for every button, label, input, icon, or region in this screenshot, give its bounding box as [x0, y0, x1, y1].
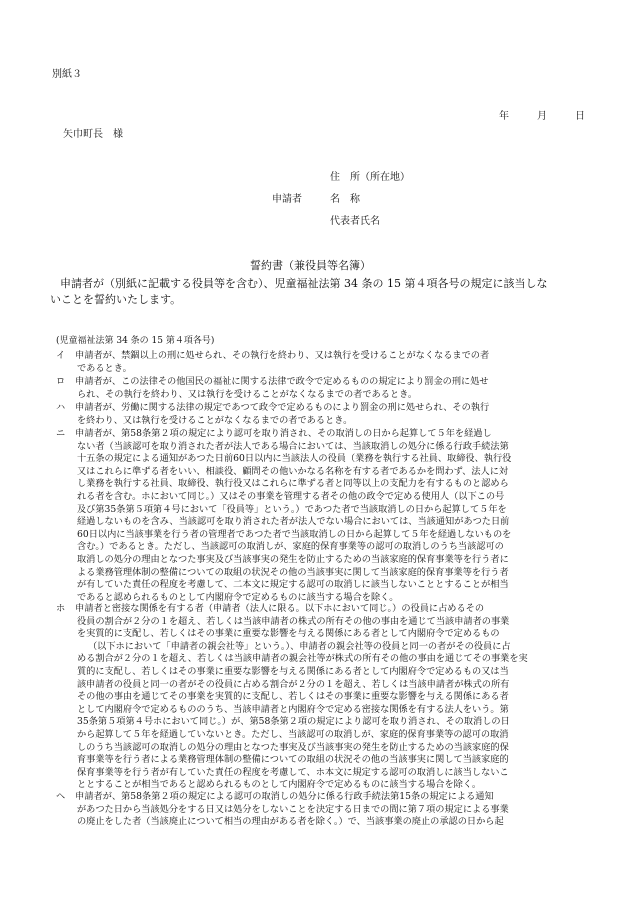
- section-title: (児童福祉法第 34 条の 15 第４項各号): [56, 336, 215, 346]
- provision-mark: ハ: [56, 402, 66, 413]
- pledge-line: いことを誓約いたします。: [50, 293, 182, 306]
- attachment-label: 別紙３: [52, 69, 82, 80]
- pledge-line: 申請者が（別紙に記載する役員等を含む）、児童福祉法第 34 条の 15 第４項各号の規定に該当しな: [60, 277, 548, 290]
- provision-line: られ、その執行を終わり、又は執行を受けることがなくなるまでの者であるとき。: [77, 388, 418, 400]
- pledge-text: [50, 276, 596, 308]
- applicant-name-label: 名 称: [330, 194, 360, 205]
- provision-line: 経過しないものを含み、当該認可を取り消された者が法人でない場合においては、当該通知があつた日前: [77, 516, 510, 528]
- provision-line: であると認められるものとして内閣府令で定めるものに該当する場合を除く。: [77, 591, 399, 603]
- provision-line: 保育事業等を行う者が有していた責任の程度を考慮して、ホ本文に規定する認可の取消しに該当しないこ: [77, 766, 509, 778]
- provision-item-he: [56, 791, 604, 829]
- provision-line: があつた日から当該処分をする日又は処分をしないことを決定する日までの間に第７項の規定による事業: [77, 803, 509, 815]
- provision-item-ni: [56, 428, 604, 604]
- provision-item-ha: [56, 402, 604, 427]
- provision-line: 又はこれらに準ずる者をいい、相談役、顧問その他いかなる名称を有する者であるかを問わず、法人に対: [77, 465, 509, 477]
- provision-item-ro: [56, 376, 604, 401]
- document-title: 誓約書（兼役員等名簿）: [250, 259, 371, 272]
- provision-line: の廃止をした者（当該廃止について相当の理由がある者を除く。）で、当該事業の廃止の承認の日から起: [77, 816, 504, 828]
- provision-line: として内閣府令で定めるもののうち、当該申請者と内閣府令で定める密接な関係を有する法人をいう。第: [77, 703, 509, 715]
- provision-item-ho: [56, 603, 604, 792]
- provision-line: ととすることが相当であると認められるものとして内閣府令で定めるものに該当する場合を除く。: [77, 779, 482, 791]
- provision-line: であるとき。: [77, 362, 132, 374]
- provision-line: を終わり、又は執行を受けることがなくなるまでの者であるとき。: [77, 414, 353, 426]
- provision-line: し業務を執行する社員、取締役、執行役又はこれらに準ずる者と同等以上の支配力を有するものと認めら: [77, 478, 509, 490]
- provision-line: ない者（当該認可を取り消された者が法人である場合においては、当該取消しの処分に係る行政手続法第: [77, 440, 509, 452]
- provision-line: 該申請者の役員と同一の者がその役員に占める割合が２分の１を超え、若しくは当該申請者が株式の所有: [77, 678, 510, 690]
- applicant-label: 申請者: [272, 194, 302, 205]
- provision-mark: ホ: [56, 603, 66, 614]
- provision-line: 及び第35条第５項第４号において「役員等」という。）であつた者で当該取消しの日から起算して５年を: [77, 503, 507, 515]
- provision-mark: ロ: [56, 376, 66, 387]
- provision-line: （以下ホにおいて「申請者の親会社等」という。）、申請者の親会社等の役員と同一の者がその役員に占: [88, 640, 511, 652]
- provision-line: が有していた責任の程度を考慮して、二本文に規定する認可の取消しに該当しないこととすることが相当: [77, 579, 509, 591]
- provision-mark: イ: [56, 350, 66, 361]
- provision-mark: ヘ: [56, 791, 66, 802]
- provision-line: 申請者が、この法律その他国民の福祉に関する法律で政令で定めるものの規定により罰金の刑に処せ: [66, 376, 489, 387]
- provision-line: 申請者が、第58条第２項の規定による認可の取消しの処分に係る行政手続法第15条の規定による通知: [66, 791, 494, 802]
- provision-line: 質的に支配し、若しくはその事業に重要な影響を与える関係にある者として内閣府令で定めるもの又は当: [77, 665, 509, 677]
- provision-line: を実質的に支配し、若しくはその事業に重要な影響を与える関係にある者として内閣府令で定めるもの: [77, 628, 500, 640]
- provision-line: その他の事由を通じてその事業を実質的に支配し、若しくはその事業に重要な影響を与える関係にある者: [77, 691, 509, 703]
- applicant-rep-label: 代表者氏名: [330, 216, 380, 227]
- date-day: 日: [575, 111, 585, 122]
- provision-line: 育事業等を行う者による業務管理体制の整備についての取組の状況その他の当該事実に関して当該家庭的: [77, 754, 509, 766]
- date-year: 年: [499, 111, 509, 122]
- provision-line: 35条第５項第４号ホにおいて同じ。）が、第58条第２項の規定により認可を取り消され、その取消しの日: [77, 716, 510, 728]
- provision-line: れる者を含む。ホにおいて同じ。）又はその事業を管理する者その他の政令で定める使用人（以下この号: [77, 490, 505, 502]
- provision-line: 申請者が、禁錮以上の刑に処せられ、その執行を終わり、又は執行を受けることがなくなるまでの者: [66, 350, 490, 361]
- provision-line: から起算して５年を経過していないとき。ただし、当該認可の取消しが、家庭的保育事業等の認可の取消: [77, 728, 509, 740]
- date-month: 月: [537, 111, 547, 122]
- addressee: 矢巾町長 様: [63, 129, 123, 140]
- provision-item-i: [56, 350, 604, 375]
- provision-line: よる業務管理体制の整備についての取組の状況その他の当該事実に関して当該家庭的保育事業等を行う者: [77, 566, 509, 578]
- applicant-address-label: 住 所（所在地）: [330, 172, 410, 183]
- provision-line: 十五条の規定による通知があつた日前60日以内に当該法人の役員（業務を執行する社員、取締役、執行役: [77, 453, 512, 465]
- provision-line: める割合が２分の１を超え、若しくは当該申請者の親会社等が株式の所有その他の事由を通じてその事業を実: [77, 653, 528, 665]
- date-line: [499, 110, 585, 124]
- provision-line: 申請者が、労働に関する法律の規定であつて政令で定めるものにより罰金の刑に処せられ、その執行: [66, 402, 490, 413]
- provision-mark: ニ: [56, 428, 66, 439]
- provision-line: 役員の割合が２分の１を超え、若しくは当該申請者の株式の所有その他の事由を通じて当該申請者の事業: [77, 615, 510, 627]
- provision-line: 申請者が、第58条第２項の規定により認可を取り消され、その取消しの日から起算して５年を経過し: [66, 428, 492, 439]
- provision-line: 含む。）であるとき。ただし、当該認可の取消しが、家庭的保育事業等の認可の取消しのうち当該認可の: [77, 541, 504, 553]
- provision-line: 60日以内に当該事業を行う者の管理者であつた者で当該取消しの日から起算して５年を経過しないものを: [77, 528, 512, 540]
- provision-line: しのうち当該認可の取消しの処分の理由となつた事実及び当該事実の発生を防止するための当該家庭的保: [77, 741, 509, 753]
- provision-line: 申請者と密接な関係を有する者（申請者（法人に限る。以下ホにおいて同じ。）の役員に占めるその: [66, 603, 485, 614]
- provision-line: 取消しの処分の理由となつた事実及び当該事実の発生を防止するための当該家庭的保育事業等を行う者に: [77, 553, 509, 565]
